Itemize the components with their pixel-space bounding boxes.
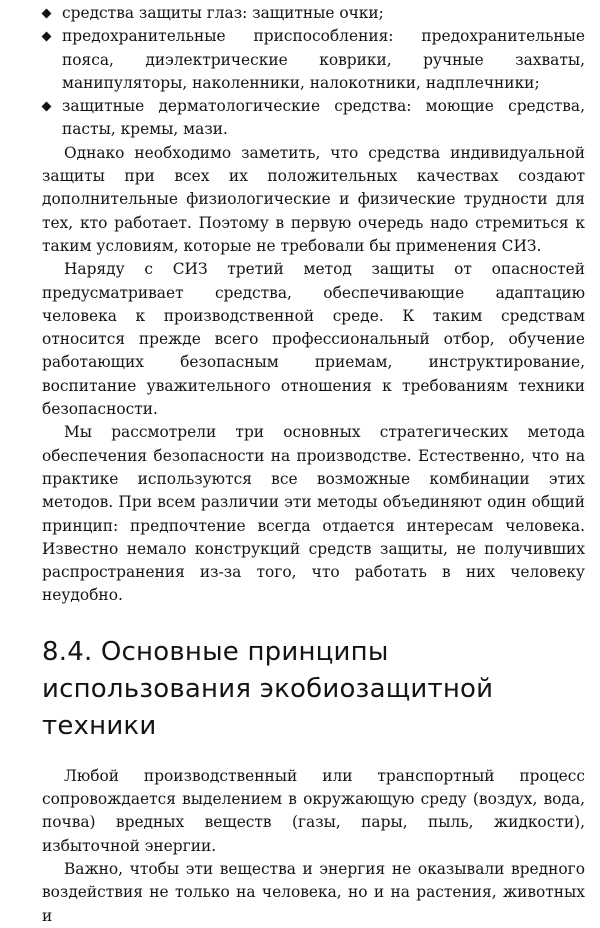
- protective-means-list: [42, 2, 585, 142]
- list-item-text: средства защиты глаз: защитные очки;: [62, 4, 384, 22]
- diamond-bullet-icon: [42, 102, 52, 112]
- list-item: [42, 25, 585, 95]
- paragraph: Любой производственный или транспортный процесс сопровождается выделением в окружающую среду (воздух, вода, почва) вредных веществ (газы, пары, пыль, жидкости), избыточной энергии.: [42, 766, 585, 855]
- paragraph: Важно, чтобы эти вещества и энергия не оказывали вредного воздействия не только на человека, но и на растения, животных и: [42, 859, 585, 925]
- list-item: [42, 2, 585, 25]
- diamond-bullet-icon: [42, 32, 52, 42]
- list-item-text: предохранительные приспособления: предохранительные пояса, диэлектрические коврики, ручные захваты, манипуляторы, наколенники, налокотники, надплечники;: [62, 27, 585, 92]
- paragraph: Однако необходимо заметить, что средства индивидуальной защиты при всех их положительных качествах создают дополнительные физиологические и физические трудности для тех, кто работает. Поэтому в первую очередь надо стремиться к таким условиям, которые не требовали бы применения СИЗ.: [42, 143, 585, 255]
- list-item-text: защитные дерматологические средства: моющие средства, пасты, кремы, мази.: [62, 97, 585, 139]
- list-item: [42, 95, 585, 142]
- section-heading: 8.4. Основные принципы использования экобиозащитной техники: [42, 636, 494, 741]
- paragraph: Наряду с СИЗ третий метод защиты от опасностей предусматривает средства, обеспечивающие адаптацию человека к производственной среде. К таким средствам относится прежде всего профессиональный отбор, обучение работающих безопасным приемам, инструктирование, воспитание уважительного отношения к требованиям техники безопасности.: [42, 260, 585, 419]
- paragraph: Мы рассмотрели три основных стратегических метода обеспечения безопасности на производстве. Естественно, что на практике используются все возможные комбинации этих методов. При всем различии эти методы объединяют один общий принцип: предпочтение всегда отдается интересам человека. Известно немало конструкций средств защиты, не получивших распространения из-за того, что работать в них человеку неудобно.: [42, 423, 585, 605]
- diamond-bullet-icon: [42, 9, 52, 19]
